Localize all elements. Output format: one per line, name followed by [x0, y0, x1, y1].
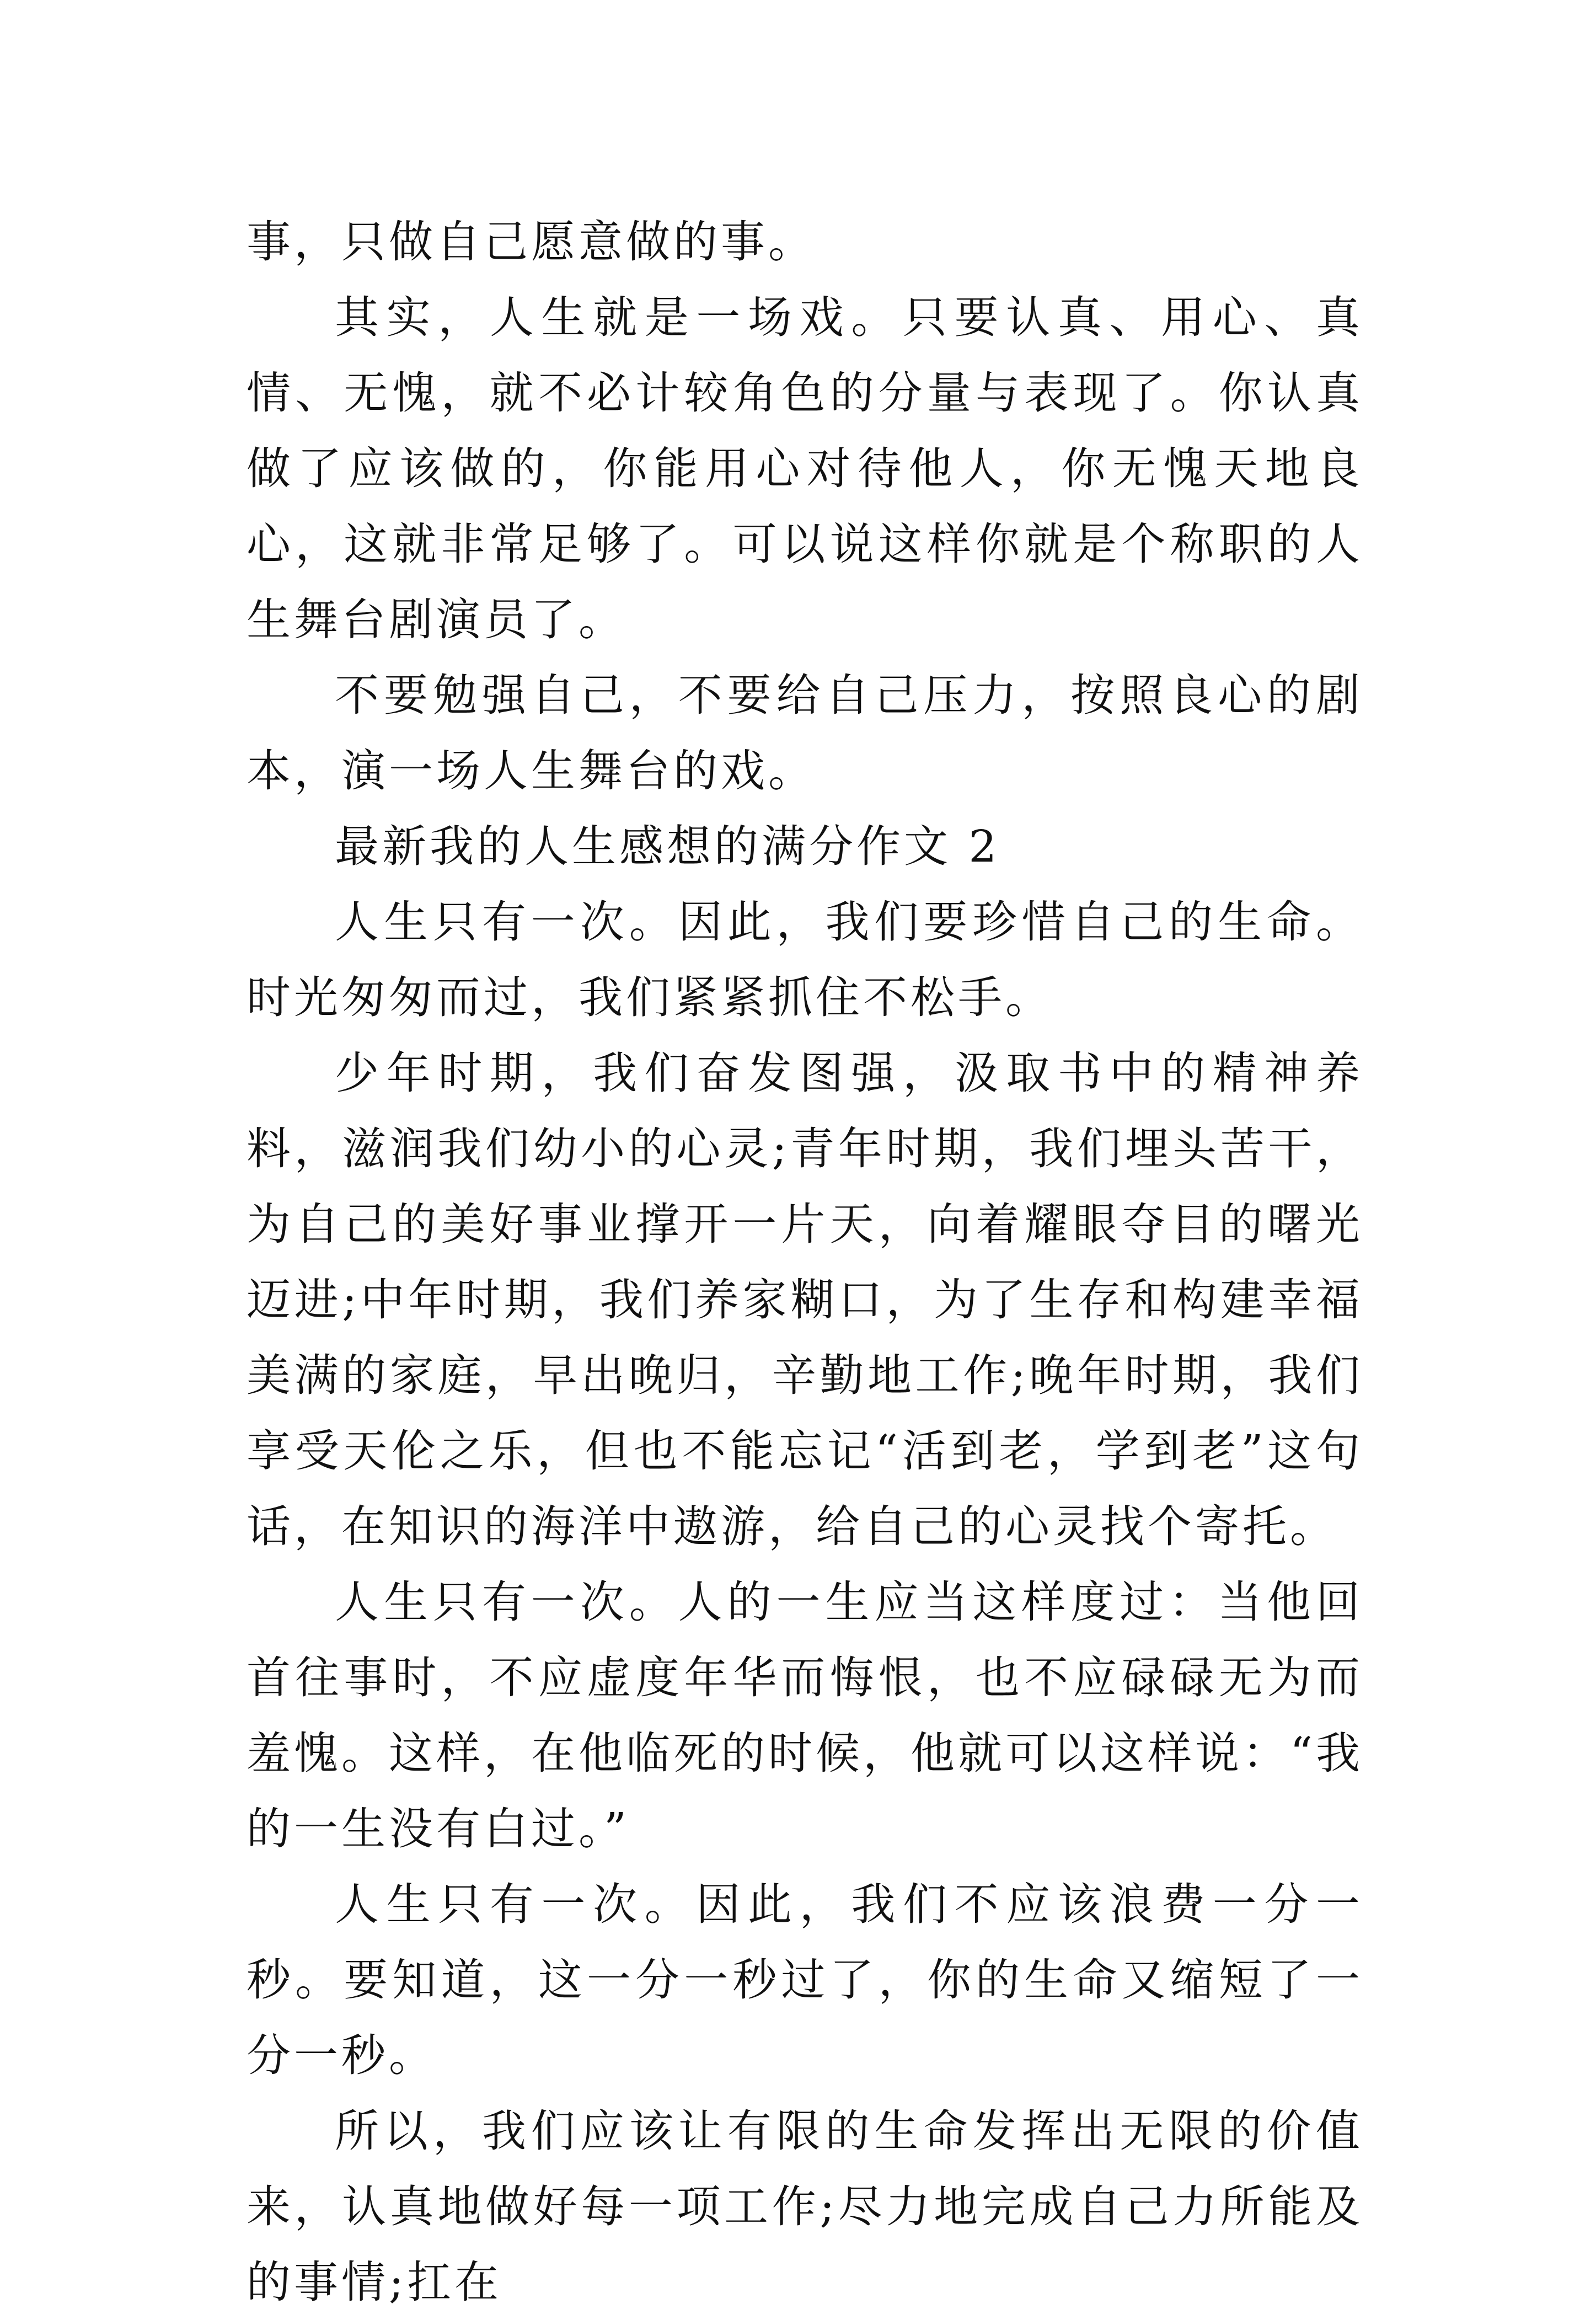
paragraph-4: 人生只有一次。因此，我们要珍惜自己的生命。时光匆匆而过，我们紧紧抓住不松手。 [247, 896, 1363, 1023]
paragraph-5: 少年时期，我们奋发图强，汲取书中的精神养料，滋润我们幼小的心灵;青年时期，我们埋头苦干，为自己的美好事业撑开一片天，向着耀眼夺目的曙光迈进;中年时期，我们养家糊口，为了生存和构建幸福美满的家庭，早出晚归，辛勤地工作;晚年时期，我们享受天伦之乐，但也不能忘记“活到老，学到老”这句话，在知识的海洋中遨游，给自己的心灵找个寄托。 [247, 1047, 1363, 1552]
paragraph-2: 其实，人生就是一场戏。只要认真、用心、真情、无愧，就不必计较角色的分量与表现了。你认真做了应该做的，你能用心对待他人，你无愧天地良心，这就非常足够了。可以说这样你就是个称职的人生舞台剧演员了。 [247, 292, 1363, 645]
paragraph-1: 事，只做自己愿意做的事。 [247, 216, 816, 268]
paragraph-7: 人生只有一次。因此，我们不应该浪费一分一秒。要知道，这一分一秒过了，你的生命又缩短了一分一秒。 [247, 1879, 1363, 2081]
paragraph-3: 不要勉强自己，不要给自己压力，按照良心的剧本，演一场人生舞台的戏。 [247, 670, 1363, 797]
section-heading: 最新我的人生感想的满分作文 2 [335, 821, 1000, 872]
paragraph-8: 所以，我们应该让有限的生命发挥出无限的价值来，认真地做好每一项工作;尽力地完成自己力所能及的事情;扛在 [247, 2105, 1363, 2308]
paragraph-6: 人生只有一次。人的一生应当这样度过：当他回首往事时，不应虚度年华而悔恨，也不应碌碌无为而羞愧。这样，在他临死的时候，他就可以这样说：“我的一生没有白过。” [247, 1576, 1363, 1854]
document-body [247, 204, 1363, 2320]
